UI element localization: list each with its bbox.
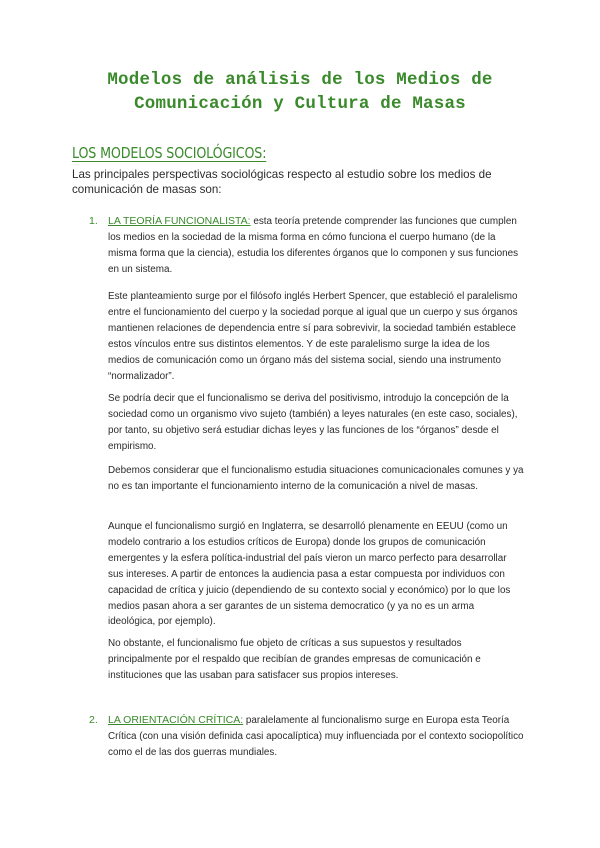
list-item-2-label: LA ORIENTACIÓN CRÍTICA: — [108, 714, 244, 726]
paragraph-3: Debemos considerar que el funcionalismo estudia situaciones comunicacionales comunes y ya no es tan importante el funcionamiento interno de la comunicación a nivel de masas. — [108, 465, 524, 492]
paragraph-1: Este planteamiento surge por el filósofo inglés Herbert Spencer, que estableció el paralelismo entre el funcionamiento del cuerpo y la sociedad porque al igual que un cuerpo y sus órganos mantienen relaciones de dependencia entre sí para sobrevivir, la sociedad también establece estos vínculos entre sus distintos elementos. Y de este paralelismo surge la idea de los medios de comunicación como un órgano más del sistema social, siendo una instrumento “normalizador”. — [108, 291, 518, 382]
paragraph-2: Se podría decir que el funcionalismo se deriva del positivismo, introdujo la concepción de la sociedad como un organismo vivo sujeto (también) a leyes naturales (en este caso, sociales), por tanto, su objetivo será estudiar dichas leyes y las funciones de los “órganos” desde el empirismo. — [108, 393, 518, 452]
paragraph-4: Aunque el funcionalismo surgió en Inglaterra, se desarrolló plenamente en EEUU (como un modelo contrario a los estudios críticos de Europa) donde los grupos de comunicación emergentes y la esfera política-industrial del país vieron un marco perfecto para desarrollar sus intereses. A partir de entonces la audiencia pasa a estar compuesta por individuos con capacidad de crítica y juicio (dependiendo de su contexto social y económico) por lo que los medios pasan ahora a ser garantes de un sistema democratico (y ya no es un arma ideológica, por ejemplo). — [108, 521, 511, 628]
list-item-1-label: LA TEORÍA FUNCIONALISTA: — [108, 215, 251, 227]
list-item-2-text: paralelamente al funcionalismo surge en Europa esta Teoría Crítica (con una visión definida casi apocalíptica) muy influenciada por el contexto sociopolítico como el de las dos guerras mundiales. — [108, 715, 524, 758]
list-item-2 — [89, 713, 524, 761]
intro-paragraph: Las principales perspectivas sociológicas respecto al estudio sobre los medios de comunicación de masas son: — [72, 168, 492, 196]
title-line-2: Comunicación y Cultura de Masas — [134, 94, 466, 114]
paragraph-5: No obstante, el funcionalismo fue objeto de críticas a sus supuestos y resultados principalmente por el respaldo que recibían de grandes empresas de comunicación e instituciones que las usaban para satisfacer sus propios intereses. — [108, 638, 481, 681]
section-heading: LOS MODELOS SOCIOLÓGICOS: — [72, 144, 267, 162]
title-line-1: Modelos de análisis de los Medios de — [107, 70, 493, 90]
list-item-1-text: esta teoría pretende comprender las funciones que cumplen los medios en la sociedad de la misma forma en cómo funciona el cuerpo humano (de la misma forma que la ciencia), estudia los diferentes órganos que lo componen y sus funciones en un sistema. — [108, 216, 519, 275]
list-item-2-number: 2. — [89, 714, 98, 726]
list-item-1 — [89, 214, 524, 278]
list-item-1-number: 1. — [89, 215, 98, 227]
document-title — [40, 68, 560, 116]
